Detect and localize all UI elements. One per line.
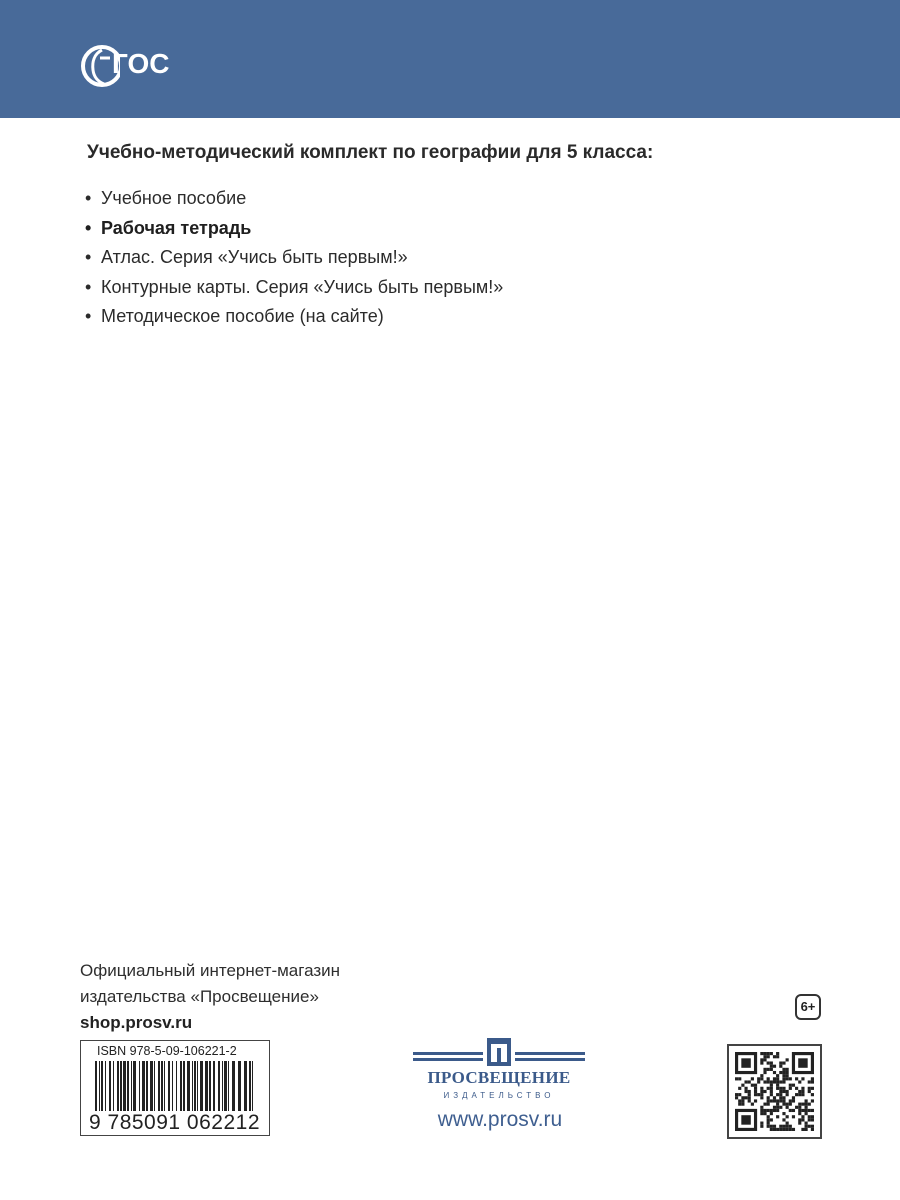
barcode-bar <box>183 1061 185 1111</box>
kit-item <box>85 302 503 332</box>
qr-module <box>792 1115 795 1118</box>
barcode-bar <box>222 1061 223 1111</box>
qr-module <box>782 1103 785 1106</box>
qr-module <box>789 1099 792 1102</box>
shop-url: shop.prosv.ru <box>80 1013 193 1032</box>
qr-module <box>782 1090 785 1093</box>
qr-module <box>795 1087 798 1090</box>
qr-module <box>738 1087 741 1090</box>
qr-module <box>779 1061 782 1064</box>
qr-module <box>763 1103 766 1106</box>
qr-module <box>782 1099 785 1102</box>
barcode-bar <box>249 1061 251 1111</box>
qr-module <box>767 1099 770 1102</box>
barcode-bar <box>209 1061 211 1111</box>
qr-module <box>760 1077 763 1080</box>
qr-module <box>763 1055 766 1058</box>
qr-module <box>782 1125 785 1128</box>
qr-module <box>748 1080 751 1083</box>
barcode-bar <box>168 1061 170 1111</box>
qr-module <box>751 1084 754 1087</box>
qr-module <box>763 1068 766 1071</box>
qr-module <box>754 1090 757 1093</box>
qr-module <box>786 1103 789 1106</box>
qr-module <box>798 1109 801 1112</box>
barcode-bar <box>180 1061 182 1111</box>
qr-module <box>782 1128 785 1131</box>
qr-module <box>763 1052 766 1055</box>
barcode-bar <box>213 1061 215 1111</box>
bullet: • <box>85 306 92 326</box>
qr-module <box>776 1055 779 1058</box>
fgos-logo-text: ГОС <box>112 48 170 79</box>
qr-module <box>760 1125 763 1128</box>
barcode-bar <box>139 1061 140 1111</box>
qr-module <box>738 1103 741 1106</box>
qr-module <box>770 1090 773 1093</box>
qr-module <box>738 1099 741 1102</box>
kit-list <box>85 184 503 332</box>
qr-module <box>801 1077 804 1080</box>
shop-line-2: издательства «Просвещение» <box>80 987 319 1006</box>
qr-module <box>744 1090 747 1093</box>
barcode-bar <box>127 1061 129 1111</box>
qr-module <box>770 1080 773 1083</box>
qr-module <box>792 1099 795 1102</box>
qr-module <box>789 1128 792 1131</box>
qr-module <box>760 1096 763 1099</box>
qr-module <box>811 1115 814 1118</box>
kit-item-label: Атлас. Серия «Учись быть первым!» <box>101 247 408 267</box>
qr-module <box>760 1061 763 1064</box>
qr-module <box>748 1096 751 1099</box>
qr-module <box>773 1109 776 1112</box>
shop-line-1: Официальный интернет-магазин <box>80 961 341 980</box>
qr-module <box>773 1128 776 1131</box>
qr-module <box>798 1080 801 1083</box>
qr-finder <box>741 1058 750 1067</box>
barcode-bar <box>113 1061 114 1111</box>
barcode-bar <box>142 1061 145 1111</box>
qr-module <box>808 1103 811 1106</box>
qr-module <box>773 1106 776 1109</box>
qr-module <box>754 1099 757 1102</box>
qr-module <box>735 1096 738 1099</box>
barcode-bar <box>172 1061 173 1111</box>
barcode-bar <box>150 1061 153 1111</box>
qr-module <box>751 1103 754 1106</box>
barcode-bar <box>117 1061 119 1111</box>
barcode-bar <box>197 1061 198 1111</box>
qr-module <box>760 1052 763 1055</box>
qr-module <box>779 1106 782 1109</box>
qr-module <box>773 1071 776 1074</box>
bullet: • <box>85 217 92 238</box>
barcode-bar <box>238 1061 241 1111</box>
barcode-bar <box>228 1061 229 1111</box>
qr-module <box>798 1103 801 1106</box>
qr-finder <box>798 1058 807 1067</box>
barcode-bar <box>120 1061 122 1111</box>
barcode-bar <box>164 1061 165 1111</box>
qr-module <box>792 1096 795 1099</box>
publisher-subtitle: ИЗДАТЕЛЬСТВО <box>443 1091 555 1100</box>
kit-heading: Учебно-методический комплект по географии для 5 класса: <box>87 142 654 163</box>
qr-module <box>801 1115 804 1118</box>
qr-module <box>773 1096 776 1099</box>
qr-module <box>786 1106 789 1109</box>
qr-module <box>798 1112 801 1115</box>
barcode-bar <box>205 1061 208 1111</box>
kit-item-label: Учебное пособие <box>101 188 247 208</box>
barcode-bar <box>218 1061 220 1111</box>
qr-module <box>767 1087 770 1090</box>
publisher-emblem-icon <box>413 1036 585 1068</box>
barcode-bar <box>99 1061 100 1111</box>
qr-module <box>763 1112 766 1115</box>
barcode-bar <box>187 1061 190 1111</box>
barcode-bar <box>176 1061 177 1111</box>
qr-module <box>786 1093 789 1096</box>
qr-module <box>789 1109 792 1112</box>
qr-module <box>782 1074 785 1077</box>
kit-item <box>85 184 503 214</box>
qr-module <box>811 1087 814 1090</box>
qr-module <box>801 1118 804 1121</box>
qr-module <box>770 1084 773 1087</box>
qr-module <box>735 1077 738 1080</box>
qr-module <box>801 1087 804 1090</box>
qr-module <box>748 1093 751 1096</box>
qr-module <box>779 1071 782 1074</box>
qr-module <box>760 1112 763 1115</box>
qr-module <box>786 1074 789 1077</box>
qr-module <box>808 1087 811 1090</box>
qr-module <box>767 1080 770 1083</box>
qr-module <box>767 1118 770 1121</box>
qr-module <box>760 1058 763 1061</box>
qr-module <box>808 1125 811 1128</box>
qr-module <box>770 1061 773 1064</box>
qr-module <box>767 1061 770 1064</box>
kit-item-label: Контурные карты. Серия «Учись быть первым!» <box>101 276 504 297</box>
qr-module <box>776 1080 779 1083</box>
qr-module <box>741 1099 744 1102</box>
age-rating-badge: 6+ <box>795 994 821 1020</box>
qr-module <box>792 1109 795 1112</box>
qr-module <box>767 1115 770 1118</box>
qr-module <box>808 1090 811 1093</box>
qr-module <box>770 1093 773 1096</box>
qr-module <box>754 1084 757 1087</box>
qr-module <box>782 1087 785 1090</box>
qr-module <box>760 1109 763 1112</box>
qr-module <box>792 1084 795 1087</box>
qr-module <box>811 1125 814 1128</box>
qr-module <box>786 1125 789 1128</box>
qr-module <box>789 1103 792 1106</box>
isbn-box <box>80 1040 270 1136</box>
qr-module <box>770 1125 773 1128</box>
qr-module <box>776 1106 779 1109</box>
qr-module <box>776 1109 779 1112</box>
qr-module <box>805 1128 808 1131</box>
qr-module <box>773 1065 776 1068</box>
qr-module <box>786 1071 789 1074</box>
qr-module <box>779 1099 782 1102</box>
publisher-logo <box>413 1036 585 1106</box>
kit-item-label: Методическое пособие (на сайте) <box>101 306 384 326</box>
qr-module <box>811 1080 814 1083</box>
qr-module <box>757 1080 760 1083</box>
qr-module <box>798 1122 801 1125</box>
qr-module <box>776 1093 779 1096</box>
qr-module <box>786 1128 789 1131</box>
barcode-bar <box>101 1061 103 1111</box>
qr-module <box>767 1109 770 1112</box>
qr-module <box>744 1096 747 1099</box>
qr-module <box>770 1112 773 1115</box>
qr-module <box>798 1093 801 1096</box>
qr-module <box>779 1080 782 1083</box>
qr-code <box>727 1044 822 1139</box>
publisher-url: www.prosv.ru <box>437 1108 563 1131</box>
qr-module <box>757 1093 760 1096</box>
qr-module <box>767 1103 770 1106</box>
qr-module <box>770 1052 773 1055</box>
qr-module <box>811 1118 814 1121</box>
qr-module <box>779 1093 782 1096</box>
qr-module <box>795 1077 798 1080</box>
kit-item <box>85 214 503 244</box>
qr-module <box>782 1077 785 1080</box>
bullet: • <box>85 247 92 267</box>
barcode-bar <box>146 1061 148 1111</box>
qr-module <box>748 1099 751 1102</box>
barcode-bar <box>252 1061 253 1111</box>
qr-module <box>760 1093 763 1096</box>
barcode-icon <box>95 1061 257 1111</box>
qr-module <box>760 1106 763 1109</box>
kit-item <box>85 273 503 303</box>
publisher-name: ПРОСВЕЩЕНИЕ <box>427 1068 571 1087</box>
qr-module <box>789 1087 792 1090</box>
qr-module <box>773 1077 776 1080</box>
qr-module <box>770 1099 773 1102</box>
qr-module <box>763 1058 766 1061</box>
qr-module <box>789 1084 792 1087</box>
barcode-bar <box>224 1061 227 1111</box>
qr-module <box>760 1122 763 1125</box>
qr-module <box>776 1074 779 1077</box>
qr-module <box>763 1109 766 1112</box>
qr-module <box>782 1118 785 1121</box>
qr-module <box>805 1122 808 1125</box>
qr-module <box>776 1099 779 1102</box>
qr-module <box>776 1087 779 1090</box>
qr-module <box>779 1128 782 1131</box>
qr-module <box>786 1115 789 1118</box>
barcode-bar <box>131 1061 132 1111</box>
qr-module <box>779 1087 782 1090</box>
qr-module <box>795 1106 798 1109</box>
qr-module <box>798 1106 801 1109</box>
barcode-bar <box>232 1061 235 1111</box>
qr-module <box>767 1096 770 1099</box>
barcode-bar <box>161 1061 163 1111</box>
qr-module <box>744 1080 747 1083</box>
qr-module <box>763 1090 766 1093</box>
qr-module <box>798 1090 801 1093</box>
kit-item-label: Рабочая тетрадь <box>101 217 252 238</box>
qr-module <box>767 1125 770 1128</box>
qr-module <box>808 1109 811 1112</box>
qr-module <box>757 1077 760 1080</box>
qr-module <box>741 1084 744 1087</box>
qr-module <box>767 1052 770 1055</box>
barcode-bar <box>105 1061 106 1111</box>
qr-module <box>782 1061 785 1064</box>
qr-module <box>801 1128 804 1131</box>
qr-module <box>782 1096 785 1099</box>
bullet: • <box>85 188 92 208</box>
qr-module <box>805 1099 808 1102</box>
qr-module <box>776 1052 779 1055</box>
qr-module <box>776 1077 779 1080</box>
qr-module <box>805 1106 808 1109</box>
qr-module <box>779 1065 782 1068</box>
qr-module <box>773 1099 776 1102</box>
qr-module <box>805 1109 808 1112</box>
qr-module <box>808 1080 811 1083</box>
qr-module <box>808 1115 811 1118</box>
qr-module <box>811 1077 814 1080</box>
qr-module <box>808 1118 811 1121</box>
qr-module <box>798 1118 801 1121</box>
barcode-bar <box>123 1061 126 1111</box>
qr-module <box>770 1087 773 1090</box>
qr-module <box>801 1093 804 1096</box>
qr-module <box>782 1080 785 1083</box>
qr-module <box>801 1090 804 1093</box>
kit-item <box>85 243 503 273</box>
qr-module <box>754 1087 757 1090</box>
qr-module <box>767 1055 770 1058</box>
qr-module <box>776 1103 779 1106</box>
qr-module <box>805 1112 808 1115</box>
qr-module <box>776 1128 779 1131</box>
qr-module <box>770 1065 773 1068</box>
qr-module <box>811 1109 814 1112</box>
qr-module <box>811 1128 814 1131</box>
qr-module <box>805 1125 808 1128</box>
barcode-bar <box>200 1061 203 1111</box>
qr-module <box>782 1071 785 1074</box>
qr-module <box>773 1125 776 1128</box>
qr-module <box>776 1084 779 1087</box>
qr-module <box>811 1099 814 1102</box>
qr-module <box>782 1112 785 1115</box>
qr-module <box>773 1080 776 1083</box>
qr-module <box>738 1077 741 1080</box>
qr-module <box>770 1118 773 1121</box>
qr-code-icon <box>735 1052 814 1131</box>
qr-module <box>779 1125 782 1128</box>
qr-module <box>801 1103 804 1106</box>
barcode-bar <box>244 1061 247 1111</box>
qr-finder <box>741 1115 750 1124</box>
qr-module <box>754 1093 757 1096</box>
qr-module <box>811 1093 814 1096</box>
fgos-logo <box>80 40 170 92</box>
qr-module <box>789 1125 792 1128</box>
qr-module <box>786 1058 789 1061</box>
qr-module <box>770 1128 773 1131</box>
qr-module <box>751 1077 754 1080</box>
qr-module <box>744 1087 747 1090</box>
qr-module <box>801 1109 804 1112</box>
isbn-label: ISBN 978-5-09-106221-2 <box>97 1044 237 1058</box>
qr-module <box>760 1087 763 1090</box>
qr-module <box>779 1096 782 1099</box>
qr-module <box>782 1068 785 1071</box>
qr-module <box>795 1093 798 1096</box>
qr-module <box>741 1103 744 1106</box>
barcode-bar <box>154 1061 155 1111</box>
barcode-bar <box>133 1061 136 1111</box>
qr-module <box>792 1128 795 1131</box>
qr-module <box>789 1077 792 1080</box>
qr-module <box>773 1055 776 1058</box>
qr-module <box>767 1122 770 1125</box>
barcode-bar <box>109 1061 111 1111</box>
barcode-bar <box>158 1061 160 1111</box>
shop-block <box>80 958 340 1036</box>
qr-module <box>786 1077 789 1080</box>
qr-module <box>767 1068 770 1071</box>
qr-module <box>786 1068 789 1071</box>
qr-module <box>760 1074 763 1077</box>
qr-module <box>748 1090 751 1093</box>
barcode-bar <box>95 1061 97 1111</box>
qr-module <box>786 1090 789 1093</box>
qr-module <box>738 1093 741 1096</box>
qr-module <box>763 1080 766 1083</box>
qr-module <box>776 1115 779 1118</box>
qr-module <box>770 1068 773 1071</box>
qr-module <box>805 1103 808 1106</box>
bullet: • <box>85 276 92 297</box>
barcode-digits: 9 785091 062212 <box>89 1111 260 1134</box>
barcode-bar <box>194 1061 196 1111</box>
qr-module <box>786 1122 789 1125</box>
qr-module <box>767 1077 770 1080</box>
qr-module <box>763 1071 766 1074</box>
qr-module <box>735 1093 738 1096</box>
qr-module <box>760 1090 763 1093</box>
qr-module <box>770 1109 773 1112</box>
qr-module <box>741 1096 744 1099</box>
barcode-bar <box>192 1061 193 1111</box>
qr-module <box>779 1090 782 1093</box>
